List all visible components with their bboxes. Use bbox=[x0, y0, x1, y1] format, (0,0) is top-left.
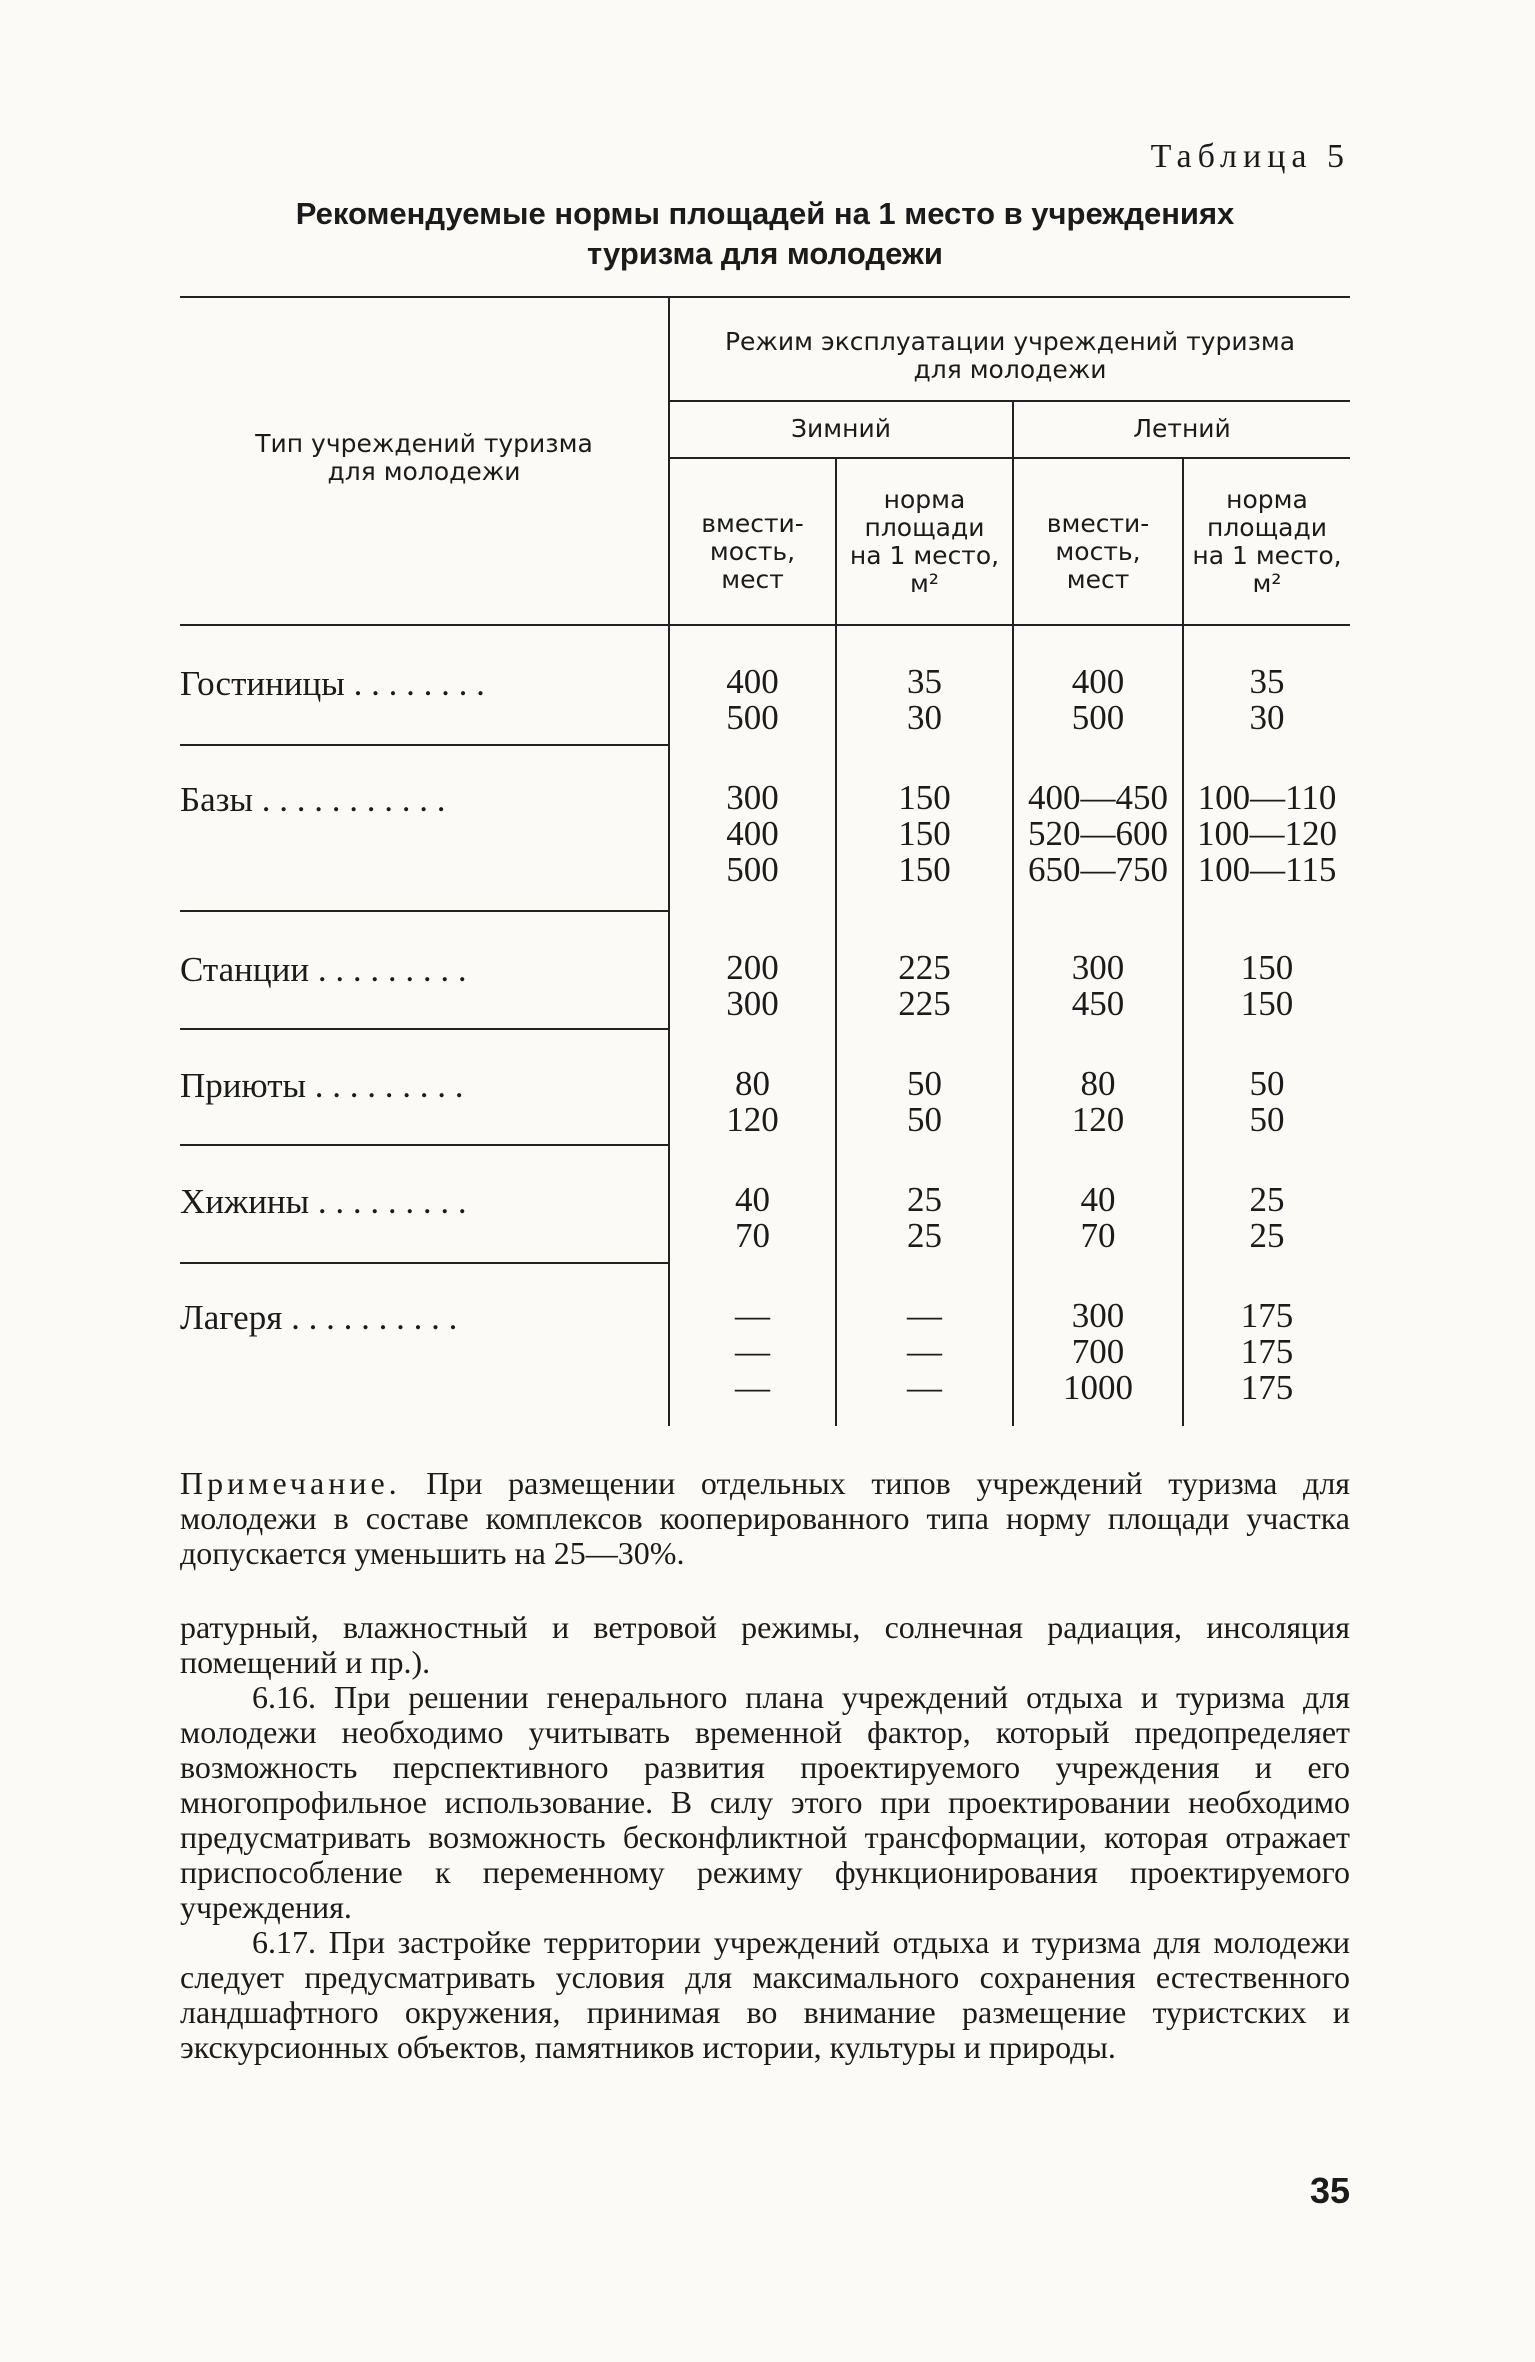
table-note bbox=[180, 1466, 1350, 1571]
table-cell: 400—450 520—600 650—750 bbox=[1028, 778, 1168, 889]
table-cell: 400 500 bbox=[726, 662, 779, 737]
header-mode: Режим эксплуатации учреждений туризма для молодежи bbox=[724, 327, 1296, 384]
row-label-stations: Станции . . . . . . . . . bbox=[180, 950, 467, 989]
table-cell: 300 700 1000 bbox=[1063, 1296, 1133, 1407]
table-title bbox=[180, 194, 1350, 274]
table-cell: 150 150 150 bbox=[898, 778, 951, 889]
table-cell: 35 30 bbox=[907, 662, 942, 737]
row-separator bbox=[180, 910, 670, 912]
column-divider bbox=[835, 457, 837, 1426]
header-type-column: Тип учреждений туризма для молодежи bbox=[255, 429, 593, 486]
header-summer-capacity: вмести- мость, мест bbox=[1046, 509, 1150, 594]
header-summer: Летний bbox=[1133, 414, 1231, 443]
table-cell: 150 150 bbox=[1240, 948, 1294, 1023]
page-number: 35 bbox=[1309, 2170, 1350, 2211]
table-cell: — — — bbox=[735, 1296, 770, 1407]
table-cell: 200 300 bbox=[726, 948, 779, 1023]
table-cell: 175 175 175 bbox=[1240, 1296, 1294, 1407]
header-winter-norm: норма площади на 1 место, м² bbox=[849, 485, 1000, 598]
table-cell: — — — bbox=[907, 1296, 942, 1407]
table-cell: 50 50 bbox=[907, 1064, 942, 1139]
continuation-paragraph: ратурный, влажностный и ветровой режимы, солнечная радиация, инсоляция помещений и пр.). bbox=[180, 1609, 1350, 1680]
table-title-line1: Рекомендуемые нормы площадей на 1 место в учреждениях bbox=[295, 196, 1235, 231]
paragraph-6-16: 6.16. При решении генерального плана учреждений отдыха и туризма для молодежи необходимо учитывать временной фактор, который предопределяет возможность перспективного развития проектируемого учреждения и его многопрофильное использование. В силу этого при проектировании необходимо предусматривать возможность бесконфликтной трансформации, которая отражает приспособление к переменному режиму функционирования проектируемого учреждения. bbox=[180, 1679, 1350, 1925]
column-divider bbox=[1182, 457, 1184, 1426]
table-cell: 400 500 bbox=[1071, 662, 1125, 737]
paragraph-6-17: 6.17. При застройке территории учреждений отдыха и туризма для молодежи следует предусматривать условия для максимального сохранения естественного ландшафтного окружения, принимая во внимание размещение туристских и экскурсионных объектов, памятников истории, культуры и природы. bbox=[180, 1924, 1350, 2065]
table-cell: 100—110 100—120 100—115 bbox=[1197, 778, 1337, 889]
row-label-bases: Базы . . . . . . . . . . . bbox=[180, 780, 446, 819]
row-label-hotels: Гостиницы . . . . . . . . bbox=[180, 664, 485, 703]
season-subheader-rule bbox=[670, 457, 1350, 459]
row-separator bbox=[180, 1028, 670, 1030]
header-bottom-rule bbox=[180, 624, 1350, 626]
table-cell: 25 25 bbox=[907, 1180, 942, 1255]
body-text bbox=[180, 1610, 1350, 2065]
mode-subheader-rule bbox=[670, 400, 1350, 402]
table-cell: 300 400 500 bbox=[726, 778, 779, 889]
table-cell: 225 225 bbox=[898, 948, 951, 1023]
note-text: При размещении отдельных типов учреждений туризма для молодежи в составе комплексов кооперированного типа норму площади участка допускается уменьшить на 25—30%. bbox=[180, 1465, 1351, 1571]
row-label-shelters: Приюты . . . . . . . . . bbox=[180, 1066, 464, 1105]
header-summer-norm: норма площади на 1 место, м² bbox=[1192, 485, 1342, 598]
row-separator bbox=[180, 1262, 670, 1264]
row-label-camps: Лагеря . . . . . . . . . . bbox=[180, 1298, 458, 1337]
table-cell: 80 120 bbox=[726, 1064, 779, 1139]
row-separator bbox=[180, 744, 670, 746]
row-label-huts: Хижины . . . . . . . . . bbox=[180, 1182, 467, 1221]
table-cell: 35 30 bbox=[1249, 662, 1285, 737]
table-cell: 300 450 bbox=[1071, 948, 1125, 1023]
table-top-rule bbox=[180, 296, 1350, 298]
table-label: Таблица 5 bbox=[1150, 138, 1350, 175]
header-winter: Зимний bbox=[791, 414, 891, 443]
note-label: Примечание. bbox=[180, 1465, 401, 1501]
table-title-line2: туризма для молодежи bbox=[587, 236, 943, 271]
table-cell: 50 50 bbox=[1249, 1064, 1285, 1139]
header-winter-capacity: вмести- мость, мест bbox=[701, 509, 804, 594]
table-cell: 40 70 bbox=[1080, 1180, 1116, 1255]
table-cell: 25 25 bbox=[1249, 1180, 1285, 1255]
row-separator bbox=[180, 1144, 670, 1146]
document-page bbox=[180, 0, 1350, 2362]
table-cell: 40 70 bbox=[735, 1180, 770, 1255]
table-cell: 80 120 bbox=[1071, 1064, 1125, 1139]
